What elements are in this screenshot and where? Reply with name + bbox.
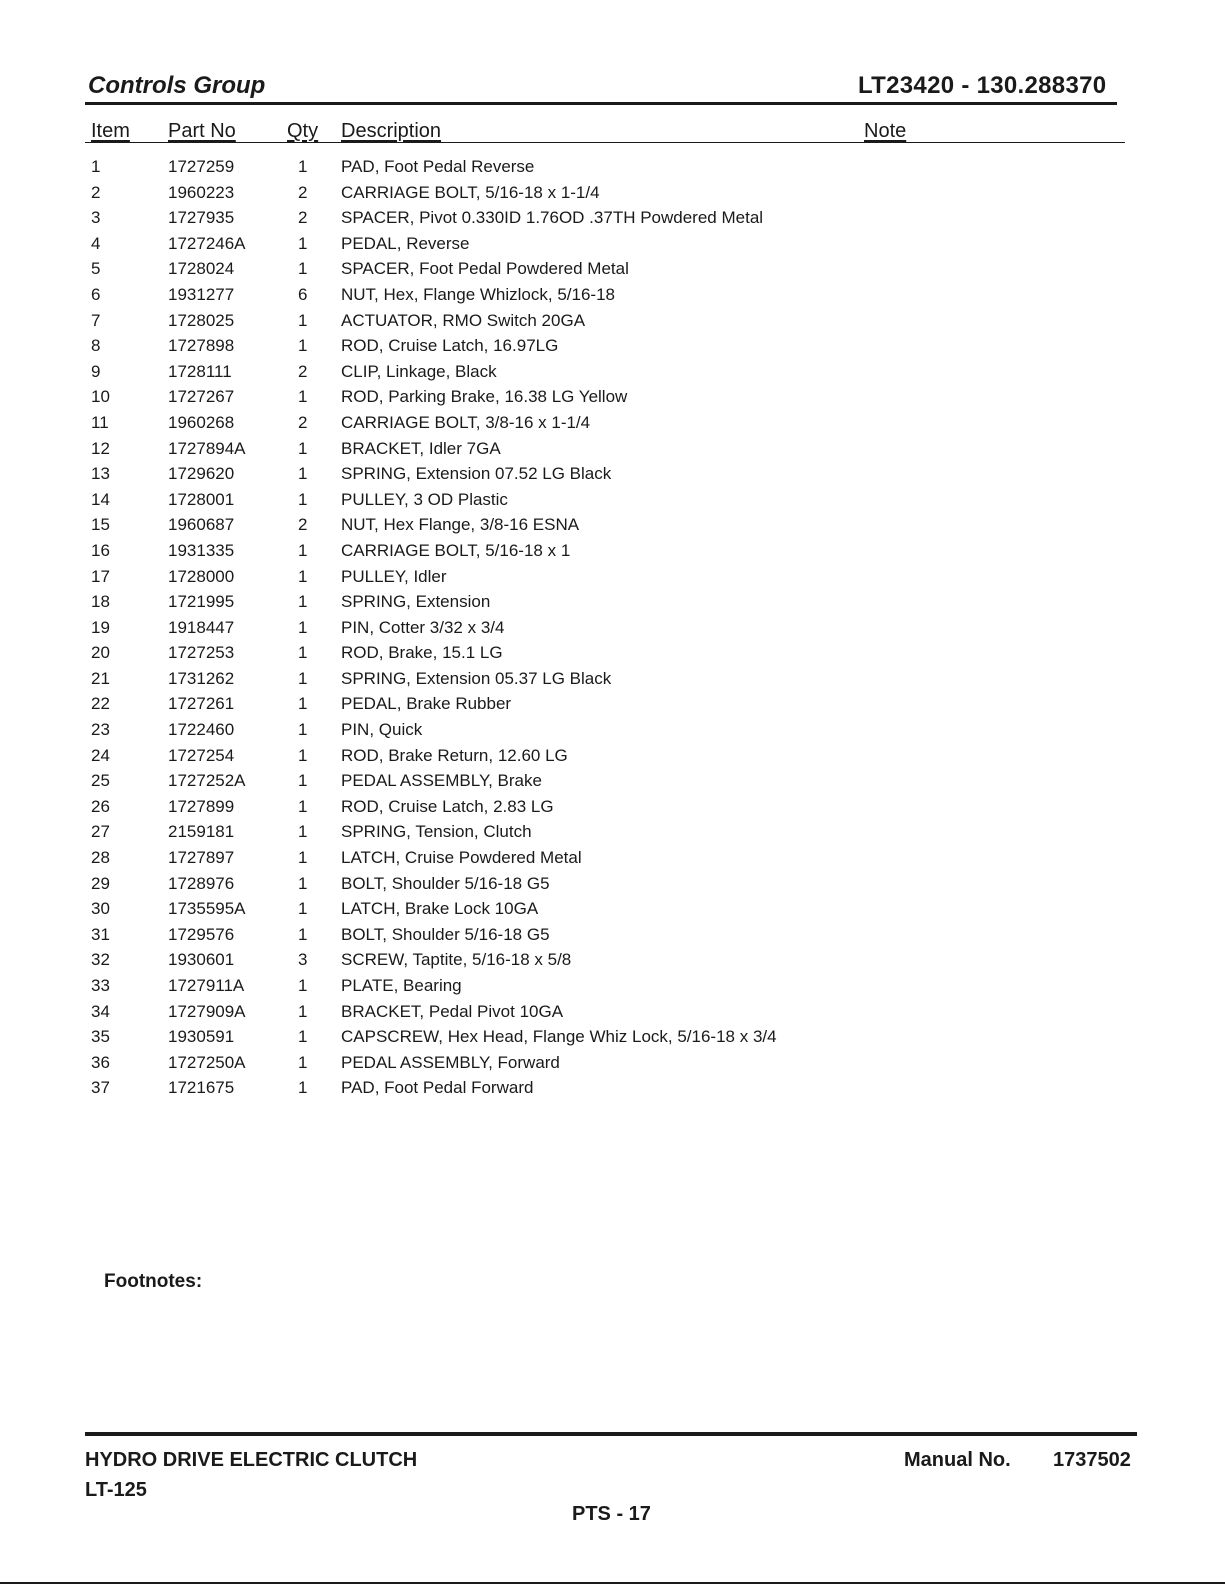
description-cell: PIN, Quick <box>341 720 423 740</box>
part-no-cell: 1727897 <box>168 848 235 868</box>
item-cell: 28 <box>91 848 110 868</box>
qty-cell: 1 <box>298 1052 308 1072</box>
table-row <box>0 487 1225 513</box>
table-row <box>0 154 1225 180</box>
header-divider <box>85 142 1125 143</box>
item-cell: 21 <box>91 668 110 688</box>
part-no-cell: 1728111 <box>168 361 232 381</box>
qty-cell: 1 <box>298 1027 308 1047</box>
qty-cell: 1 <box>298 464 308 484</box>
item-cell: 8 <box>91 336 101 356</box>
table-row <box>0 231 1225 257</box>
table-row <box>0 845 1225 871</box>
description-cell: SCREW, Taptite, 5/16-18 x 5/8 <box>341 950 572 970</box>
description-cell: LATCH, Cruise Powdered Metal <box>341 848 582 868</box>
qty-cell: 1 <box>298 668 308 688</box>
part-no-cell: 1727250A <box>168 1052 246 1072</box>
item-cell: 31 <box>91 924 110 944</box>
qty-cell: 1 <box>298 899 308 919</box>
table-row <box>0 768 1225 794</box>
item-cell: 11 <box>91 412 109 432</box>
table-row <box>0 333 1225 359</box>
part-no-cell: 1727259 <box>168 157 235 176</box>
table-row <box>0 564 1225 590</box>
qty-cell: 1 <box>298 336 308 356</box>
qty-cell: 1 <box>298 720 308 740</box>
item-cell: 34 <box>91 1001 110 1021</box>
part-no-cell: 1930601 <box>168 950 235 970</box>
description-cell: PULLEY, Idler <box>341 566 447 586</box>
description-cell: BRACKET, Idler 7GA <box>341 438 501 458</box>
table-row <box>0 538 1225 564</box>
table-row <box>0 436 1225 462</box>
table-row <box>0 461 1225 487</box>
column-header-qty: Qty <box>287 120 319 142</box>
footer-model: LT-125 <box>85 1479 147 1501</box>
part-no-cell: 1727911A <box>168 976 245 995</box>
table-row <box>0 1050 1225 1076</box>
item-cell: 2 <box>91 182 101 202</box>
item-cell: 23 <box>91 720 110 740</box>
part-no-cell: 1931335 <box>168 540 235 560</box>
qty-cell: 2 <box>298 361 308 381</box>
qty-cell: 3 <box>298 950 308 970</box>
table-row <box>0 717 1225 743</box>
manual-number: 1737502 <box>1053 1449 1131 1471</box>
qty-cell: 1 <box>298 259 308 279</box>
item-cell: 5 <box>91 259 101 279</box>
item-cell: 26 <box>91 796 110 816</box>
description-cell: PIN, Cotter 3/32 x 3/4 <box>341 617 505 637</box>
table-row <box>0 896 1225 922</box>
qty-cell: 1 <box>298 1078 308 1098</box>
description-cell: ROD, Parking Brake, 16.38 LG Yellow <box>341 387 628 407</box>
table-row <box>0 615 1225 641</box>
item-cell: 24 <box>91 745 110 765</box>
qty-cell: 1 <box>298 976 308 995</box>
description-cell: BRACKET, Pedal Pivot 10GA <box>341 1001 564 1021</box>
column-header-description: Description <box>341 120 442 142</box>
table-row <box>0 691 1225 717</box>
table-row <box>0 205 1225 231</box>
table-row <box>0 819 1225 845</box>
part-no-cell: 1727935 <box>168 208 235 228</box>
table-row <box>0 180 1225 206</box>
part-no-cell: 1728024 <box>168 259 235 279</box>
description-cell: PAD, Foot Pedal Forward <box>341 1078 534 1098</box>
table-row <box>0 999 1225 1025</box>
qty-cell: 1 <box>298 1001 308 1021</box>
qty-cell: 1 <box>298 540 308 560</box>
item-cell: 16 <box>91 540 110 560</box>
part-no-cell: 1727246A <box>168 233 246 253</box>
part-no-cell: 1727898 <box>168 336 235 356</box>
item-cell: 37 <box>91 1078 110 1098</box>
qty-cell: 1 <box>298 796 308 816</box>
description-cell: PEDAL, Brake Rubber <box>341 694 512 714</box>
part-no-cell: 2159181 <box>168 822 235 842</box>
part-no-cell: 1728025 <box>168 310 235 330</box>
item-cell: 7 <box>91 310 101 330</box>
qty-cell: 1 <box>298 643 308 663</box>
table-row <box>0 1024 1225 1050</box>
description-cell: ROD, Cruise Latch, 16.97LG <box>341 336 559 356</box>
part-no-cell: 1727254 <box>168 745 235 765</box>
item-cell: 27 <box>91 822 110 842</box>
qty-cell: 1 <box>298 694 308 714</box>
description-cell: SPACER, Foot Pedal Powdered Metal <box>341 259 629 279</box>
table-row <box>0 589 1225 615</box>
qty-cell: 1 <box>298 617 308 637</box>
title-divider <box>85 102 1117 105</box>
page-number: PTS - 17 <box>572 1503 651 1525</box>
part-no-cell: 1960268 <box>168 412 235 432</box>
description-cell: ACTUATOR, RMO Switch 20GA <box>341 310 586 330</box>
qty-cell: 1 <box>298 924 308 944</box>
item-cell: 22 <box>91 694 110 714</box>
item-cell: 6 <box>91 284 101 304</box>
item-cell: 19 <box>91 617 110 637</box>
qty-cell: 1 <box>298 310 308 330</box>
part-no-cell: 1729576 <box>168 924 235 944</box>
description-cell: SPRING, Tension, Clutch <box>341 822 532 842</box>
description-cell: PEDAL, Reverse <box>341 233 470 253</box>
qty-cell: 2 <box>298 412 308 432</box>
table-row <box>0 922 1225 948</box>
item-cell: 25 <box>91 771 110 791</box>
table-row <box>0 640 1225 666</box>
table-row <box>0 256 1225 282</box>
description-cell: PAD, Foot Pedal Reverse <box>341 157 535 176</box>
qty-cell: 2 <box>298 515 308 535</box>
table-row <box>0 512 1225 538</box>
part-no-cell: 1727252A <box>168 771 246 791</box>
part-no-cell: 1735595A <box>168 899 246 919</box>
part-no-cell: 1722460 <box>168 720 235 740</box>
table-row <box>0 666 1225 692</box>
description-cell: SPRING, Extension <box>341 592 491 612</box>
part-no-cell: 1728000 <box>168 566 235 586</box>
item-cell: 30 <box>91 899 110 919</box>
qty-cell: 1 <box>298 592 308 612</box>
group-title: Controls Group <box>88 72 266 99</box>
part-no-cell: 1918447 <box>168 617 235 637</box>
qty-cell: 1 <box>298 848 308 868</box>
item-cell: 35 <box>91 1027 110 1047</box>
column-header-item: Item <box>91 120 130 142</box>
item-cell: 36 <box>91 1052 110 1072</box>
part-no-cell: 1727894A <box>168 438 246 458</box>
description-cell: LATCH, Brake Lock 10GA <box>341 899 539 919</box>
table-row <box>0 871 1225 897</box>
part-no-cell: 1728976 <box>168 873 235 893</box>
description-cell: PLATE, Bearing <box>341 976 462 995</box>
qty-cell: 1 <box>298 771 308 791</box>
table-row <box>0 384 1225 410</box>
column-header-part-no: Part No <box>168 120 236 142</box>
part-no-cell: 1960687 <box>168 515 235 535</box>
description-cell: CAPSCREW, Hex Head, Flange Whiz Lock, 5/16-18 x 3/4 <box>341 1027 777 1047</box>
footer-divider <box>85 1432 1137 1436</box>
table-row <box>0 308 1225 334</box>
description-cell: PEDAL ASSEMBLY, Brake <box>341 771 542 791</box>
parts-table-body <box>0 154 1225 1101</box>
manual-number-label: Manual No. <box>904 1449 1011 1471</box>
description-cell: PEDAL ASSEMBLY, Forward <box>341 1052 560 1072</box>
qty-cell: 1 <box>298 438 308 458</box>
description-cell: ROD, Cruise Latch, 2.83 LG <box>341 796 554 816</box>
footnotes-label: Footnotes: <box>104 1271 203 1292</box>
part-no-cell: 1731262 <box>168 668 235 688</box>
description-cell: CARRIAGE BOLT, 5/16-18 x 1-1/4 <box>341 182 600 202</box>
item-cell: 15 <box>91 515 110 535</box>
item-cell: 10 <box>91 387 110 407</box>
item-cell: 33 <box>91 976 110 995</box>
description-cell: SPRING, Extension 07.52 LG Black <box>341 464 612 484</box>
part-no-cell: 1721675 <box>168 1078 235 1098</box>
part-no-cell: 1721995 <box>168 592 235 612</box>
qty-cell: 1 <box>298 489 308 509</box>
part-no-cell: 1727899 <box>168 796 235 816</box>
qty-cell: 1 <box>298 873 308 893</box>
part-no-cell: 1960223 <box>168 182 235 202</box>
table-row <box>0 947 1225 973</box>
qty-cell: 1 <box>298 387 308 407</box>
item-cell: 17 <box>91 566 110 586</box>
description-cell: SPRING, Extension 05.37 LG Black <box>341 668 612 688</box>
table-row <box>0 410 1225 436</box>
table-row <box>0 282 1225 308</box>
item-cell: 1 <box>91 157 101 176</box>
part-no-cell: 1931277 <box>168 284 235 304</box>
part-no-cell: 1728001 <box>168 489 235 509</box>
qty-cell: 1 <box>298 822 308 842</box>
description-cell: BOLT, Shoulder 5/16-18 G5 <box>341 924 550 944</box>
model-title: LT23420 - 130.288370 <box>858 72 1107 99</box>
item-cell: 12 <box>91 438 110 458</box>
table-row <box>0 359 1225 385</box>
item-cell: 9 <box>91 361 101 381</box>
part-no-cell: 1930591 <box>168 1027 235 1047</box>
table-row <box>0 794 1225 820</box>
item-cell: 20 <box>91 643 110 663</box>
description-cell: SPACER, Pivot 0.330ID 1.76OD .37TH Powdered Metal <box>341 208 764 228</box>
footer-title: HYDRO DRIVE ELECTRIC CLUTCH <box>85 1449 418 1471</box>
item-cell: 14 <box>91 489 110 509</box>
description-cell: PULLEY, 3 OD Plastic <box>341 489 508 509</box>
qty-cell: 1 <box>298 233 308 253</box>
part-no-cell: 1727253 <box>168 643 235 663</box>
item-cell: 32 <box>91 950 110 970</box>
part-no-cell: 1727267 <box>168 387 235 407</box>
description-cell: BOLT, Shoulder 5/16-18 G5 <box>341 873 550 893</box>
item-cell: 13 <box>91 464 110 484</box>
description-cell: NUT, Hex Flange, 3/8-16 ESNA <box>341 515 580 535</box>
item-cell: 29 <box>91 873 110 893</box>
page-edge <box>0 1582 1225 1584</box>
table-row <box>0 973 1225 999</box>
column-header-note: Note <box>864 120 907 142</box>
description-cell: CARRIAGE BOLT, 3/8-16 x 1-1/4 <box>341 412 591 432</box>
item-cell: 3 <box>91 208 101 228</box>
description-cell: NUT, Hex, Flange Whizlock, 5/16-18 <box>341 284 615 304</box>
part-no-cell: 1729620 <box>168 464 235 484</box>
qty-cell: 2 <box>298 182 308 202</box>
description-cell: ROD, Brake Return, 12.60 LG <box>341 745 568 765</box>
qty-cell: 2 <box>298 208 308 228</box>
table-row <box>0 743 1225 769</box>
part-no-cell: 1727909A <box>168 1001 246 1021</box>
description-cell: CLIP, Linkage, Black <box>341 361 497 381</box>
item-cell: 4 <box>91 233 101 253</box>
qty-cell: 1 <box>298 745 308 765</box>
item-cell: 18 <box>91 592 110 612</box>
qty-cell: 1 <box>298 566 308 586</box>
part-no-cell: 1727261 <box>168 694 235 714</box>
description-cell: ROD, Brake, 15.1 LG <box>341 643 503 663</box>
table-row <box>0 1075 1225 1101</box>
qty-cell: 6 <box>298 284 308 304</box>
description-cell: CARRIAGE BOLT, 5/16-18 x 1 <box>341 540 571 560</box>
qty-cell: 1 <box>298 157 308 176</box>
